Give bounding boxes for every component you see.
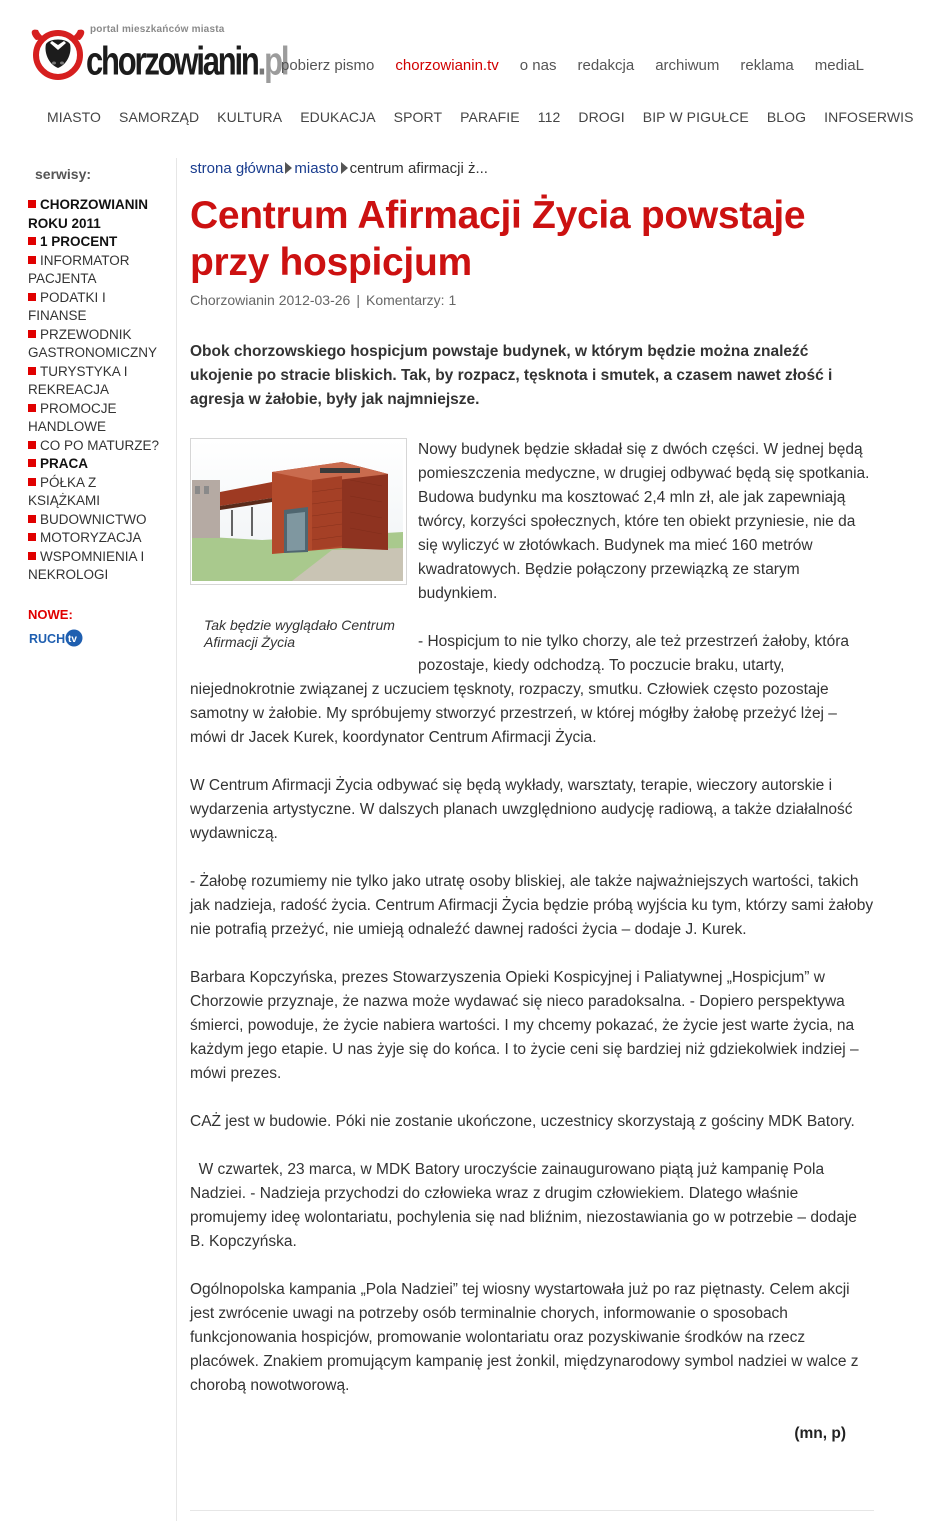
sidebar-item-label: WSPOMNIENIA I NEKROLOGI bbox=[28, 548, 145, 582]
triangle-right-icon bbox=[285, 162, 292, 174]
sidebar-item-label: CHORZOWIANIN ROKU 2011 bbox=[28, 197, 148, 231]
top-nav-link[interactable]: redakcja bbox=[577, 57, 635, 74]
red-square-bullet-icon bbox=[28, 478, 36, 486]
main-nav-link[interactable]: BIP W PIGUŁCE bbox=[642, 109, 749, 125]
main-nav-link[interactable]: INFOSERWIS bbox=[824, 109, 914, 125]
sidebar bbox=[28, 166, 168, 653]
logo-brand-main: chorzowianin bbox=[86, 38, 258, 84]
article-figure bbox=[190, 438, 406, 651]
article-date: 2012-03-26 bbox=[278, 292, 351, 308]
red-square-bullet-icon bbox=[28, 367, 36, 375]
building-rendering-image bbox=[192, 440, 403, 581]
sidebar-item[interactable] bbox=[28, 252, 168, 289]
sidebar-divider bbox=[176, 158, 177, 1521]
sidebar-item[interactable] bbox=[28, 400, 168, 437]
sidebar-item-label: PÓŁKA Z KSIĄŻKAMI bbox=[28, 474, 101, 508]
main-nav-link[interactable]: DROGI bbox=[578, 109, 625, 125]
sidebar-item[interactable] bbox=[28, 233, 168, 252]
red-square-bullet-icon bbox=[28, 459, 36, 467]
sidebar-item-label: PODATKI I FINANSE bbox=[28, 289, 106, 323]
main-nav-link[interactable]: MIASTO bbox=[47, 109, 102, 125]
article-paragraph: - Żałobę rozumiemy nie tylko jako utratę osoby bliskiej, ale także najważniejszych wartości, takich jak nadzieja, radość życia. Centrum Afirmacji Życia będzie próbą wyjścia ku tym, którzy sami żałoby nie potrafią przeżyć, nie umieją odnaleźć dawnej radości życia – dodaje J. Kurek. bbox=[190, 873, 874, 938]
sidebar-service-list bbox=[28, 196, 168, 585]
sidebar-item[interactable] bbox=[28, 511, 168, 530]
main-nav-link[interactable]: BLOG bbox=[766, 109, 807, 125]
sidebar-item[interactable] bbox=[28, 474, 168, 511]
sidebar-item-label: BUDOWNICTWO bbox=[40, 511, 147, 527]
sidebar-item-label: 1 PROCENT bbox=[40, 234, 118, 249]
article-image-frame[interactable] bbox=[190, 438, 407, 585]
sidebar-item-label: INFORMATOR PACJENTA bbox=[28, 252, 130, 286]
article-paragraph: Barbara Kopczyńska, prezes Stowarzyszenia Opieki Kospicyjnej i Paliatywnej „Hospicjum” w Chorzowie przyznaje, że nazwa może wydawać się nieco paradoksalna. - Dopiero perspektywa śmierci, powoduje, że życie nabiera wartości. I my chcemy pokazać, że życie jest warte życia, na każdym jego etapie. U nas żyje się do końca. I to życie ceni się bardziej niż gdziekolwiek indziej – mówi prezes. bbox=[190, 969, 859, 1082]
main-nav-link[interactable]: EDUKACJA bbox=[300, 109, 376, 125]
main-nav-link[interactable]: 112 bbox=[537, 109, 561, 125]
article-paragraph: - Hospicjum to nie tylko chorzy, ale też przestrzeń żałoby, która pozostaje, kiedy odchodzą. To poczucie braku, utarty, niejednokrotnie związanej z uczuciem tęsknoty, rozpaczy, smutku. Człowiek często pozostaje samotny w żałobie. My spróbujemy stworzyć przestrzeń, w której mógłby żałobę przeżyć lżej – mówi dr Jacek Kurek, koordynator Centrum Afirmacji Życia. bbox=[190, 633, 850, 746]
sidebar-item[interactable] bbox=[28, 548, 168, 585]
main-navigation bbox=[47, 109, 932, 125]
red-square-bullet-icon bbox=[28, 200, 36, 208]
main-nav-link[interactable]: PARAFIE bbox=[460, 109, 520, 125]
breadcrumb-home-link[interactable]: strona główna bbox=[190, 160, 284, 177]
top-nav-link[interactable]: chorzowianin.tv bbox=[395, 57, 499, 74]
top-navigation bbox=[281, 57, 885, 74]
meta-separator: | bbox=[356, 292, 360, 308]
red-square-bullet-icon bbox=[28, 237, 36, 245]
red-square-bullet-icon bbox=[28, 330, 36, 338]
red-square-bullet-icon bbox=[28, 404, 36, 412]
top-nav-link[interactable]: archiwum bbox=[655, 57, 720, 74]
article-main bbox=[190, 160, 874, 1446]
site-logo[interactable] bbox=[28, 22, 288, 84]
logo-tagline: portal mieszkańców miasta bbox=[90, 24, 225, 35]
triangle-right-icon bbox=[341, 162, 348, 174]
logo-brand-dot: . bbox=[257, 38, 265, 84]
sidebar-item-label: PRACA bbox=[40, 456, 89, 471]
article-paragraph: W Centrum Afirmacji Życia odbywać się będą wykłady, warsztaty, terapie, wieczory autorskie i wydarzenia artystyczne. W dalszych planach uwzględniono audycję radiową, a także działalność wydawniczą. bbox=[190, 777, 853, 842]
article-meta bbox=[190, 292, 874, 308]
ruch-tv-logo-icon[interactable] bbox=[28, 628, 86, 648]
article-paragraph: Ogólnopolska kampania „Pola Nadziei” tej wiosny wystartowała już po raz piętnasty. Celem akcji jest zwrócenie uwagi na potrzeby osób terminalnie chorych, informowanie o sposobach funkcjonowania hospicjów, promowanie wolontariatu oraz pozyskiwanie środków na rzecz placówek. Znakiem promującym kampanię jest żonkil, międzynarodowy symbol nadziei w walce z chorobą nowotworową. bbox=[190, 1281, 859, 1394]
logo-brand-tld: pl bbox=[264, 38, 288, 84]
sidebar-item-label: MOTORYZACJA bbox=[40, 530, 142, 545]
sidebar-item-label: PRZEWODNIK GASTRONOMICZNY bbox=[28, 326, 158, 360]
sidebar-item-label: TURYSTYKA I REKREACJA bbox=[28, 363, 128, 397]
article-source: Chorzowianin bbox=[190, 292, 275, 308]
main-nav-link[interactable]: SAMORZĄD bbox=[119, 109, 200, 125]
sidebar-item[interactable] bbox=[28, 196, 168, 233]
sidebar-item[interactable] bbox=[28, 289, 168, 326]
red-square-bullet-icon bbox=[28, 552, 36, 560]
red-square-bullet-icon bbox=[28, 441, 36, 449]
sidebar-item[interactable] bbox=[28, 363, 168, 400]
article-paragraph: W czwartek, 23 marca, w MDK Batory uroczyście zainaugurowano piątą już kampanię Pola Nadziei. - Nadzieja przychodzi do człowieka wraz z drugim człowiekiem. Dlatego właśnie promujemy ideę wolontariatu, pochylenia się nad bliźnim, niezostawiania go w potrzebie – dodaje B. Kopczyńska. bbox=[190, 1161, 862, 1250]
article-paragraph: Nowy budynek będzie składał się z dwóch części. W jednej będą pomieszczenia medyczne, w drugiej odbywać będą się spotkania. Budowa budynku ma kosztować 2,4 mln zł, ale jak zapewniają twórcy, korzyści społecznych, które ten obiekt przyniesie, nie da się wyliczyć w złotówkach. Budynek ma mieć 160 metrów kwadratowych. Będzie połączony przewiązką ze starym budynkiem. bbox=[418, 441, 870, 602]
breadcrumb bbox=[190, 160, 874, 177]
image-caption: Tak będzie wyglądało Centrum Afirmacji Życia bbox=[204, 617, 395, 650]
bull-head-logo-icon bbox=[28, 26, 88, 80]
sidebar-item[interactable] bbox=[28, 529, 168, 548]
top-nav-link[interactable]: reklama bbox=[740, 57, 794, 74]
red-square-bullet-icon bbox=[28, 515, 36, 523]
sidebar-item-label: PROMOCJE HANDLOWE bbox=[28, 400, 117, 434]
sidebar-title: serwisy: bbox=[35, 166, 92, 182]
sidebar-new-title: NOWE: bbox=[28, 606, 73, 622]
top-nav-link[interactable]: mediaL bbox=[814, 57, 864, 74]
top-nav-link[interactable]: pobierz pismo bbox=[281, 57, 375, 74]
main-nav-link[interactable]: SPORT bbox=[393, 109, 443, 125]
red-square-bullet-icon bbox=[28, 256, 36, 264]
comments-link[interactable]: Komentarzy: 1 bbox=[365, 292, 457, 308]
article-lead: Obok chorzowskiego hospicjum powstaje budynek, w którym będzie można znaleźć ukojenie po stracie bliskich. Tak, by rozpacz, tęsknota i smutek, a czasem nawet złość i agresja w żałobie, były jak najmniejsze. bbox=[190, 343, 833, 408]
article-title: Centrum Afirmacji Życia powstaje przy hospicjum bbox=[190, 194, 806, 284]
bottom-divider bbox=[190, 1510, 874, 1511]
article-paragraph: CAŻ jest w budowie. Póki nie zostanie ukończone, uczestnicy skorzystają z gościny MDK Batory. bbox=[190, 1113, 855, 1130]
article-body bbox=[190, 438, 874, 1446]
breadcrumb-current: centrum afirmacji ż... bbox=[349, 160, 488, 177]
ruch-logo-text: RUCH bbox=[29, 631, 66, 646]
article-signature: (mn, p) bbox=[794, 1425, 846, 1442]
logo-wordmark bbox=[86, 38, 287, 85]
sidebar-item[interactable] bbox=[28, 437, 168, 456]
ruch-logo-tv-text: tv bbox=[68, 633, 77, 645]
sidebar-item-label: CO PO MATURZE? bbox=[40, 437, 160, 453]
top-nav-link[interactable]: o nas bbox=[519, 57, 557, 74]
breadcrumb-section-link[interactable]: miasto bbox=[294, 160, 339, 177]
red-square-bullet-icon bbox=[28, 293, 36, 301]
sidebar-item[interactable] bbox=[28, 326, 168, 363]
main-nav-link[interactable]: KULTURA bbox=[217, 109, 283, 125]
red-square-bullet-icon bbox=[28, 533, 36, 541]
sidebar-item[interactable] bbox=[28, 455, 168, 474]
